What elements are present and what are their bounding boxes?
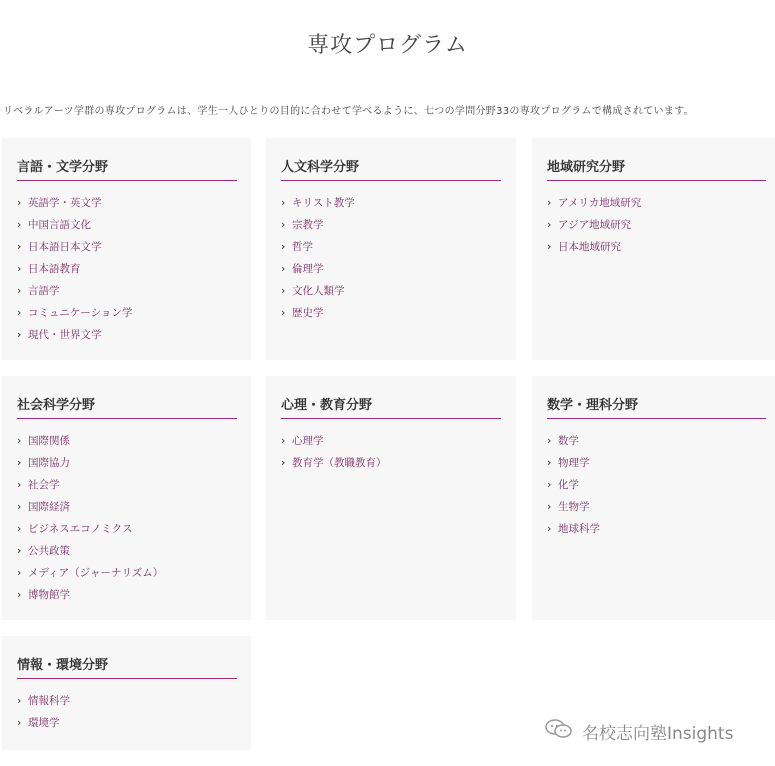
chevron-right-icon: › <box>547 522 552 535</box>
program-link[interactable]: › 教育学（教職教育） <box>281 456 387 469</box>
program-link[interactable]: › 国際経済 <box>17 500 70 513</box>
program-link[interactable]: › 日本地域研究 <box>547 240 621 253</box>
chevron-right-icon: › <box>281 434 286 447</box>
intro-text: リベラルアーツ学群の専攻プログラムは、学生一人ひとりの目的に合わせて学べるように、七つの学問分野33の専攻プログラムで構成されています。 <box>3 106 694 117</box>
chevron-right-icon: › <box>547 500 552 513</box>
program-link[interactable]: › 文化人類学 <box>281 284 345 297</box>
program-link[interactable]: › 社会学 <box>17 478 60 491</box>
chevron-right-icon: › <box>547 478 552 491</box>
chevron-right-icon: › <box>17 694 22 707</box>
chevron-right-icon: › <box>281 284 286 297</box>
program-link[interactable]: › 日本語日本文学 <box>17 240 102 253</box>
field-title: 社会科学分野 <box>17 394 237 419</box>
field-card-information-environment <box>2 636 251 750</box>
program-link[interactable]: › 日本語教育 <box>17 262 81 275</box>
program-link[interactable]: › コミュニケーション学 <box>17 306 133 319</box>
field-card-area-studies <box>532 138 775 360</box>
chevron-right-icon: › <box>17 522 22 535</box>
chevron-right-icon: › <box>17 328 22 341</box>
program-link[interactable]: › アジア地域研究 <box>547 218 632 231</box>
program-link[interactable]: › 情報科学 <box>17 694 70 707</box>
watermark <box>544 718 733 744</box>
program-link[interactable]: › 中国言語文化 <box>17 218 91 231</box>
chevron-right-icon: › <box>547 196 552 209</box>
chevron-right-icon: › <box>17 478 22 491</box>
field-title: 地域研究分野 <box>547 156 766 181</box>
chevron-right-icon: › <box>17 566 22 579</box>
program-link[interactable]: › 国際関係 <box>17 434 70 447</box>
page-title: 専攻プログラム <box>307 33 468 58</box>
chevron-right-icon: › <box>17 218 22 231</box>
chevron-right-icon: › <box>281 218 286 231</box>
chevron-right-icon: › <box>281 262 286 275</box>
program-link[interactable]: › 環境学 <box>17 716 60 729</box>
program-link[interactable]: › キリスト教学 <box>281 196 355 209</box>
chevron-right-icon: › <box>547 240 552 253</box>
program-link[interactable]: › ビジネスエコノミクス <box>17 522 133 535</box>
program-link[interactable]: › 生物学 <box>547 500 590 513</box>
program-link[interactable]: › 博物館学 <box>17 588 70 601</box>
chevron-right-icon: › <box>17 544 22 557</box>
field-title: 心理・教育分野 <box>281 394 501 419</box>
field-card-language <box>2 138 251 360</box>
chevron-right-icon: › <box>17 196 22 209</box>
chevron-right-icon: › <box>281 196 286 209</box>
program-link[interactable]: › 化学 <box>547 478 579 491</box>
program-link[interactable]: › 言語学 <box>17 284 60 297</box>
program-link[interactable]: › 心理学 <box>281 434 324 447</box>
program-link[interactable]: › メディア（ジャーナリズム） <box>17 566 164 579</box>
field-card-psychology-education <box>266 376 516 620</box>
chevron-right-icon: › <box>17 284 22 297</box>
chevron-right-icon: › <box>547 218 552 231</box>
chevron-right-icon: › <box>281 456 286 469</box>
chevron-right-icon: › <box>547 434 552 447</box>
chevron-right-icon: › <box>281 240 286 253</box>
program-link[interactable]: › 物理学 <box>547 456 590 469</box>
program-link[interactable]: › 哲学 <box>281 240 313 253</box>
chevron-right-icon: › <box>17 434 22 447</box>
field-title: 言語・文学分野 <box>17 156 237 181</box>
chevron-right-icon: › <box>547 456 552 469</box>
program-link[interactable]: › 国際協力 <box>17 456 70 469</box>
chevron-right-icon: › <box>17 716 22 729</box>
field-title: 数学・理科分野 <box>547 394 766 419</box>
chevron-right-icon: › <box>281 306 286 319</box>
program-link[interactable]: › アメリカ地域研究 <box>547 196 642 209</box>
program-link[interactable]: › 現代・世界文学 <box>17 328 102 341</box>
program-link[interactable]: › 地球科学 <box>547 522 600 535</box>
field-title: 人文科学分野 <box>281 156 501 181</box>
program-link[interactable]: › 数学 <box>547 434 579 447</box>
program-link[interactable]: › 宗教学 <box>281 218 324 231</box>
field-card-humanities <box>266 138 516 360</box>
chevron-right-icon: › <box>17 456 22 469</box>
field-card-math-science <box>532 376 775 620</box>
field-title: 情報・環境分野 <box>17 654 237 679</box>
chevron-right-icon: › <box>17 306 22 319</box>
chevron-right-icon: › <box>17 500 22 513</box>
wechat-icon <box>544 718 574 745</box>
program-link[interactable]: › 英語学・英文学 <box>17 196 102 209</box>
program-link[interactable]: › 公共政策 <box>17 544 70 557</box>
chevron-right-icon: › <box>17 240 22 253</box>
program-link[interactable]: › 歴史学 <box>281 306 324 319</box>
program-link[interactable]: › 倫理学 <box>281 262 324 275</box>
watermark-text: 名校志向塾Insights <box>582 723 734 744</box>
chevron-right-icon: › <box>17 588 22 601</box>
field-card-social-sciences <box>2 376 251 620</box>
chevron-right-icon: › <box>17 262 22 275</box>
